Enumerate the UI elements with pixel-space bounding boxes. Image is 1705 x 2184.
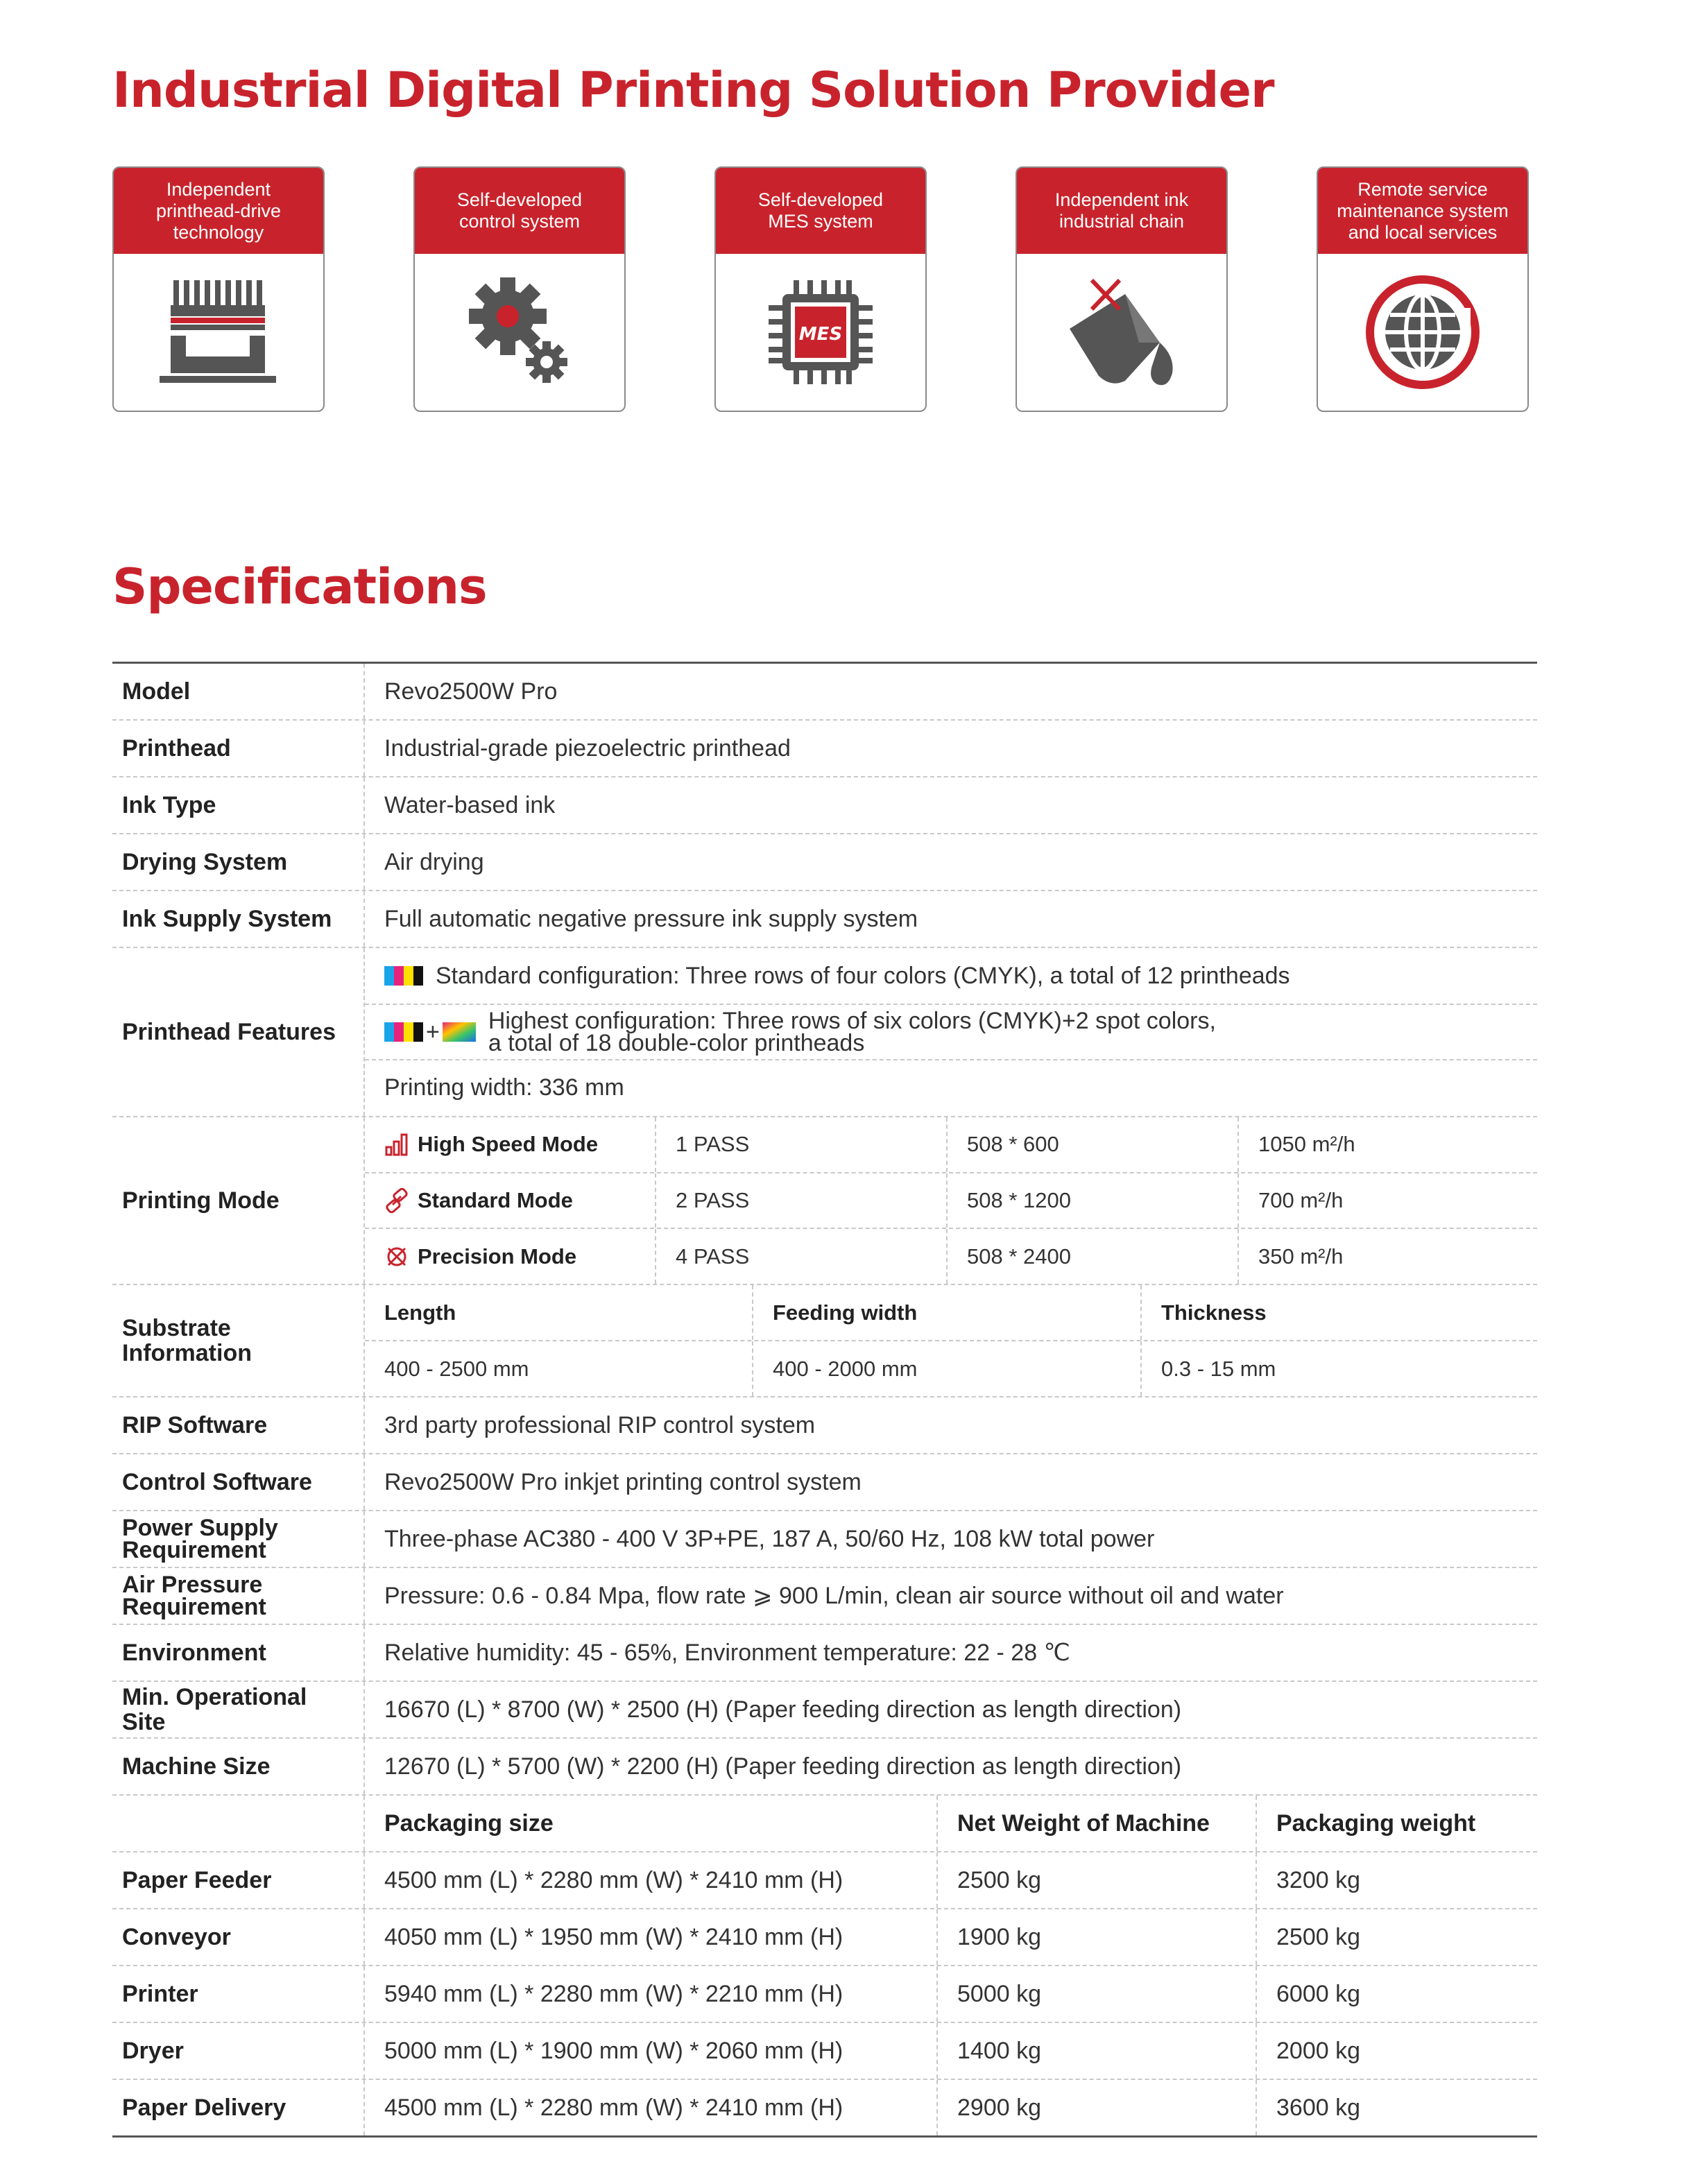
specifications-table — [112, 662, 1537, 2138]
feature-label: Independent ink industrial chain — [1017, 168, 1226, 254]
spec-row-substrate: Substrate Information Length Feeding width Thickness 400 - 2500 mm 400 - 2000 mm 0.3 - 15 mm — [112, 1285, 1537, 1398]
printhead-icon — [153, 266, 284, 398]
spec-row-ink-type: Ink Type Water-based ink — [112, 777, 1537, 834]
feature-card-ink — [1016, 166, 1228, 412]
feature-card-control — [413, 166, 626, 412]
spec-row-printhead: Printhead Industrial-grade piezoelectric printhead — [112, 721, 1537, 777]
feature-cards — [112, 166, 1536, 413]
packaging-row: Conveyor 4050 mm (L) * 1950 mm (W) * 2410 mm (H) 1900 kg 2500 kg — [112, 1909, 1537, 1966]
packaging-row: Paper Delivery 4500 mm (L) * 2280 mm (W) * 2410 mm (H) 2900 kg 3600 kg — [112, 2080, 1537, 2135]
feature-label: Self-developed control system — [415, 168, 624, 254]
spec-row-rip: RIP Software 3rd party professional RIP control system — [112, 1398, 1537, 1454]
spec-row-control: Control Software Revo2500W Pro inkjet printing control system — [112, 1454, 1537, 1511]
spec-row-drying: Drying System Air drying — [112, 834, 1537, 891]
speed-bars-icon — [384, 1132, 409, 1157]
mode-row: Precision Mode 4 PASS 508 * 2400 350 m²/h — [365, 1228, 1537, 1284]
cmyk-swatch-icon — [384, 966, 423, 986]
spec-row-model: Model Revo2500W Pro — [112, 664, 1537, 721]
packaging-row: Printer 5940 mm (L) * 2280 mm (W) * 2210 mm (H) 5000 kg 6000 kg — [112, 1966, 1537, 2023]
spec-row-environment: Environment Relative humidity: 45 - 65%, Environment temperature: 22 - 28 ℃ — [112, 1625, 1537, 1682]
mode-row: Standard Mode 2 PASS 508 * 1200 700 m²/h — [365, 1172, 1537, 1228]
mode-row: High Speed Mode 1 PASS 508 * 600 1050 m²/h — [365, 1117, 1537, 1172]
precision-icon — [384, 1244, 409, 1269]
spec-row-printhead-features: Printhead Features Standard configuration: Three rows of four colors (CMYK), a total of 12 printheads + Highest configuration: Three rows of six colors (CMYK)+2 spot colors, a total of 18 double-color printheads Printing width: 336 mm — [112, 948, 1537, 1117]
spot-color-icon — [443, 1022, 476, 1042]
packaging-row: Dryer 5000 mm (L) * 1900 mm (W) * 2060 mm (H) 1400 kg 2000 kg — [112, 2023, 1537, 2080]
specifications-title: Specifications — [112, 558, 487, 615]
spec-row-printing-mode: Printing Mode High Speed Mode 1 PASS 508 * 600 1050 m²/h Standard Mode 2 PASS 508 * 1200 700 m²/h Precision Mode 4 PASS 508 * 2400 350 m²/h — [112, 1117, 1537, 1285]
packaging-header-row: Packaging size Net Weight of Machine Packaging weight — [112, 1796, 1537, 1852]
feature-label: Independent printhead-drive technology — [114, 168, 323, 254]
spec-row-air: Air Pressure Requirement Pressure: 0.6 - 0.84 Mpa, flow rate ⩾ 900 L/min, clean air source without oil and water — [112, 1568, 1537, 1625]
packaging-row: Paper Feeder 4500 mm (L) * 2280 mm (W) * 2410 mm (H) 2500 kg 3200 kg — [112, 1852, 1537, 1909]
globe-icon — [1357, 266, 1489, 398]
spec-row-machine-size: Machine Size 12670 (L) * 5700 (W) * 2200 (H) (Paper feeding direction as length direction) — [112, 1739, 1537, 1796]
ink-bucket-icon — [1056, 266, 1188, 398]
link-icon — [384, 1188, 409, 1213]
feature-label: Remote service maintenance system and local services — [1318, 168, 1527, 254]
feature-card-mes — [714, 166, 927, 412]
feature-label: Self-developed MES system — [716, 168, 925, 254]
mes-chip-label: MES — [798, 324, 843, 345]
spec-row-min-site: Min. Operational Site 16670 (L) * 8700 (W) * 2500 (H) (Paper feeding direction as length direction) — [112, 1682, 1537, 1739]
mes-chip-icon — [755, 266, 886, 398]
plus-sign: + — [426, 1018, 440, 1045]
page-title: Industrial Digital Printing Solution Provider — [112, 62, 1274, 119]
gears-icon — [454, 266, 585, 398]
spec-row-ink-supply: Ink Supply System Full automatic negative pressure ink supply system — [112, 891, 1537, 948]
feature-card-service — [1317, 166, 1529, 412]
cmyk-swatch-icon — [384, 1022, 423, 1042]
feature-card-printhead — [112, 166, 325, 412]
spec-row-power: Power Supply Requirement Three-phase AC380 - 400 V 3P+PE, 187 A, 50/60 Hz, 108 kW total power — [112, 1511, 1537, 1568]
